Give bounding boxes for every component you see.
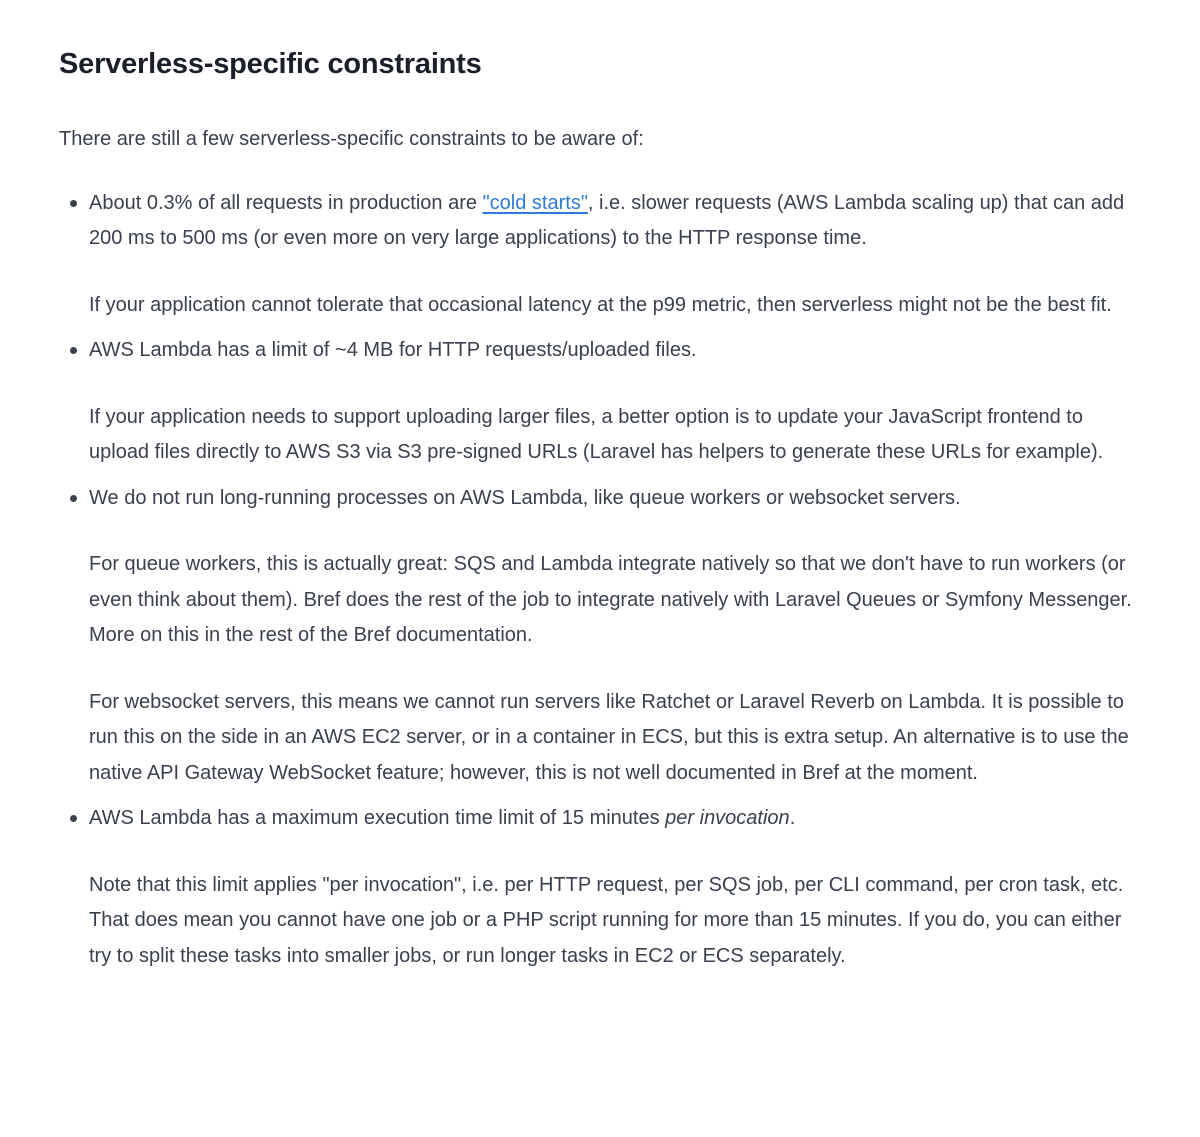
cold-starts-detail: If your application cannot tolerate that occasional latency at the p99 metric, then serverless might not be the best fit. bbox=[89, 293, 1112, 316]
cold-starts-link[interactable]: "cold starts" bbox=[482, 191, 588, 214]
constraints-list bbox=[59, 186, 1139, 975]
section-heading: Serverless-specific constraints bbox=[59, 48, 482, 80]
list-item-cold-starts bbox=[59, 186, 1139, 324]
intro-paragraph: There are still a few serverless-specific constraints to be aware of: bbox=[59, 128, 644, 150]
cold-starts-text: About 0.3% of all requests in production are "cold starts", i.e. slower requests (AWS Lambda scaling up) that can add 200 ms to 500 ms (or even more on very large applications) to the HTTP response time. bbox=[89, 191, 1125, 249]
queue-workers-detail: For queue workers, this is actually great: SQS and Lambda integrate natively so that we don't have to run workers (or even think about them). Bref does the rest of the job to integrate natively with Laravel Queues or Symfony Messenger. More on this in the rest of the Bref documentation. bbox=[89, 553, 1132, 646]
execution-time-detail: Note that this limit applies "per invocation", i.e. per HTTP request, per SQS job, per CLI command, per cron task, etc. That does mean you cannot have one job or a PHP script running for more than 15 minutes. If you do, you can either try to split these tasks into smaller jobs, or run longer tasks in EC2 or ECS separately. bbox=[89, 873, 1124, 967]
upload-limit-text: AWS Lambda has a limit of ~4 MB for HTTP requests/uploaded files. bbox=[89, 339, 697, 361]
per-invocation-emphasis: per invocation bbox=[665, 807, 790, 829]
list-item-upload-limit bbox=[59, 333, 1139, 471]
long-running-text: We do not run long-running processes on AWS Lambda, like queue workers or websocket servers. bbox=[89, 486, 961, 509]
websocket-detail: For websocket servers, this means we cannot run servers like Ratchet or Laravel Reverb on Lambda. It is possible to run this on the side in an AWS EC2 server, or in a container in ECS, but this is extra setup. An alternative is to use the native API Gateway WebSocket feature; however, this is not well documented in Bref at the moment. bbox=[89, 690, 1129, 784]
list-item-execution-time bbox=[59, 801, 1139, 974]
upload-limit-detail: If your application needs to support uploading larger files, a better option is to update your JavaScript frontend to upload files directly to AWS S3 via S3 pre-signed URLs (Laravel has helpers to generate these URLs for example). bbox=[89, 405, 1104, 463]
execution-time-text: AWS Lambda has a maximum execution time limit of 15 minutes per invocation. bbox=[89, 807, 796, 829]
article-section bbox=[59, 40, 1139, 984]
list-item-long-running bbox=[59, 481, 1139, 792]
